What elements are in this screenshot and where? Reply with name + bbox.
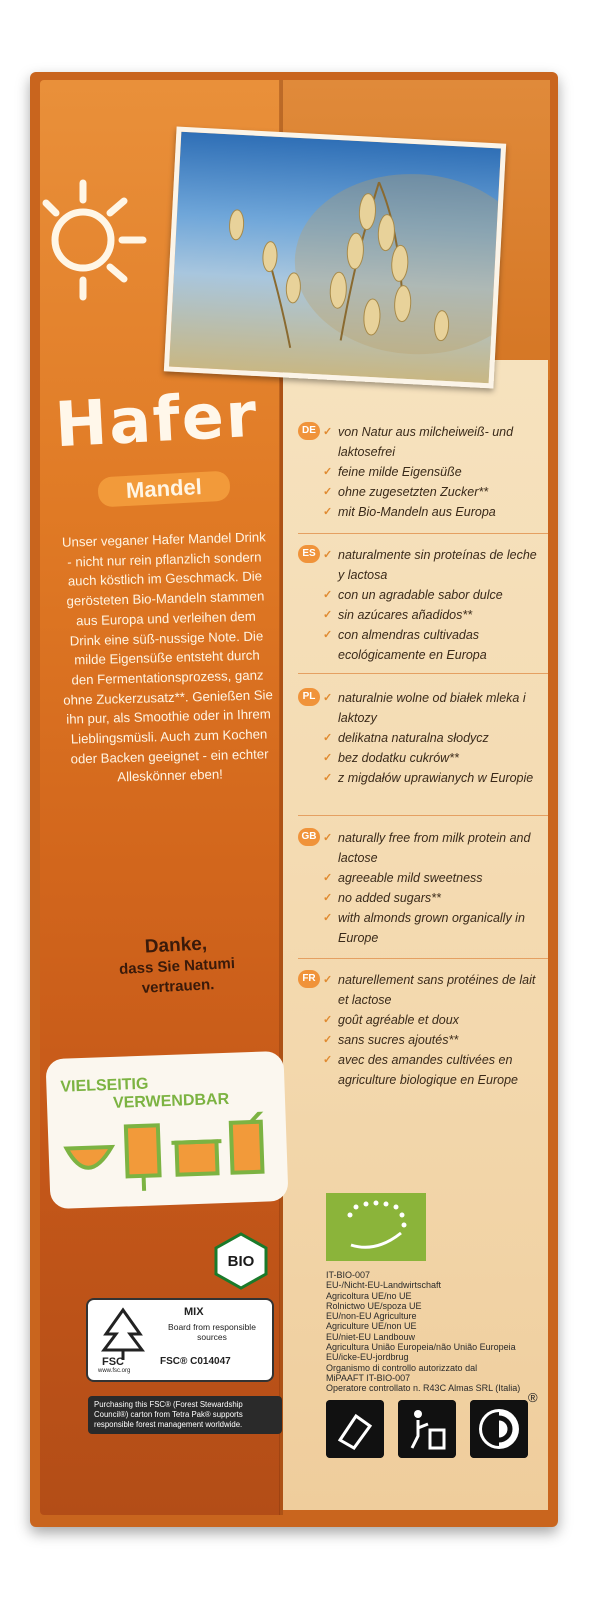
product-description: Unser veganer Hafer Mandel Drink - nicht nur rein pflanzlich sondern auch köstlich im Geschmack. Die gerösteten Bio-Mandeln stammen aus Europa und verleihen dem Drink eine süß-nussige Note. Die milde Eigensüße entsteht durch den Fermentationsprozess, ganz ohne Zuckerzusatz**. Genießen Sie ihn pur, als Smoothie oder in Ihrem Lieblingsmüsli. Auch zum Kochen oder Backen geeignet - ein echter Alleskönner eben!	[61, 529, 274, 785]
fsc-mix: MIX	[184, 1306, 204, 1318]
registered-mark: ®	[528, 1390, 538, 1405]
lang-item: ✓ von Natur aus milcheiweiß- und laktosefrei	[323, 422, 543, 462]
lang-item: ✓ feine milde Eigensüße	[323, 462, 543, 482]
bio-seal-icon	[212, 1232, 270, 1290]
oat-photo	[164, 127, 506, 389]
cert-line: Rolnictwo UE/spoza UE	[326, 1300, 422, 1311]
lang-item: ✓ no added sugars**	[323, 888, 543, 908]
versatile-title	[60, 1073, 229, 1115]
lang-list	[323, 422, 543, 522]
fsc-board-text: Board from responsible sources	[168, 1322, 256, 1342]
lang-item: ✓ con un agradable sabor dulce	[323, 585, 543, 605]
lang-item: ✓ agreeable mild sweetness	[323, 868, 543, 888]
fsc-url: www.fsc.org	[98, 1368, 131, 1374]
cert-line: EU-/Nicht-EU-Landwirtschaft	[326, 1280, 442, 1291]
cert-line: EU/niet-EU Landbouw	[326, 1331, 416, 1342]
versatile-line-1: VIELSEITIG	[60, 1075, 149, 1096]
thanks-line-2: dass Sie Natumi	[118, 954, 236, 979]
versatile-badge	[45, 1051, 288, 1209]
divider	[298, 958, 548, 959]
lang-item: ✓ con almendras cultivadas ecológicamente en Europa	[323, 625, 543, 665]
bio-label: BIO	[227, 1253, 255, 1270]
lang-list	[323, 545, 543, 665]
lang-item: ✓ naturalnie wolne od białek mleka i laktozy	[323, 688, 543, 728]
lang-tag: DE	[298, 422, 320, 440]
fsc-code: FSC® C014047	[160, 1356, 231, 1367]
lang-item: ✓ sin azúcares añadidos**	[323, 605, 543, 625]
lang-list	[323, 688, 543, 788]
versatile-line-2: VERWENDBAR	[112, 1090, 230, 1112]
cert-line: Organismo di controllo autorizzato dal	[326, 1362, 478, 1373]
cert-line: IT-BIO-007	[326, 1270, 371, 1280]
lang-tag: FR	[298, 970, 320, 988]
lang-item: ✓ mit Bio-Mandeln aus Europa	[323, 502, 543, 522]
sun-icon	[38, 165, 178, 305]
lang-item: ✓ sans sucres ajoutés**	[323, 1030, 543, 1050]
cert-line: Agricultura União Europeia/não União Europeia	[326, 1342, 516, 1353]
lang-tag: GB	[298, 828, 320, 846]
lang-tag: PL	[298, 688, 320, 706]
lang-list	[323, 828, 543, 948]
brand-variant: Mandel	[97, 471, 230, 508]
cert-line: Agricoltura UE/no UE	[326, 1290, 412, 1301]
lang-item: ✓ ohne zugesetzten Zucker**	[323, 482, 543, 502]
lang-item: ✓ naturalmente sin proteínas de leche y lactosa	[323, 545, 543, 585]
lang-item: ✓ with almonds grown organically in Europe	[323, 908, 543, 948]
cert-line: MiPAAFT IT-BIO-007	[326, 1372, 411, 1383]
green-dot-recycling-icon	[470, 1400, 528, 1458]
cert-line: Agriculture UE/non UE	[326, 1321, 417, 1332]
brand-name: Hafer	[53, 377, 261, 462]
lang-tag: ES	[298, 545, 320, 563]
divider	[298, 673, 548, 674]
organic-certification	[326, 1270, 546, 1394]
fsc-tree-label: FSC	[102, 1356, 124, 1368]
thanks-message	[90, 931, 263, 1002]
fsc-label	[86, 1298, 274, 1382]
lang-item: ✓ naturally free from milk protein and lactose	[323, 828, 543, 868]
divider	[298, 815, 548, 816]
cert-line: EU/icke-EU-jordbrug	[326, 1352, 409, 1363]
cert-line: EU/non-EU Agriculture	[326, 1311, 417, 1322]
lang-list	[323, 970, 543, 1090]
thanks-line-1: Danke,	[144, 933, 208, 958]
flatten-carton-icon	[326, 1400, 384, 1458]
lang-item: ✓ bez dodatku cukrów**	[323, 748, 543, 768]
fsc-note: Purchasing this FSC® (Forest Stewardship Council®) carton from Tetra Pak® supports responsible forest management worldwide.	[88, 1396, 282, 1434]
lang-item: ✓ z migdałów uprawianych w Europie	[323, 768, 543, 788]
divider	[298, 533, 548, 534]
eu-organic-leaf-icon	[326, 1193, 426, 1261]
kitchen-icons	[56, 1111, 279, 1199]
lang-item: ✓ goût agréable et doux	[323, 1010, 543, 1030]
recycle-bin-icon	[398, 1400, 456, 1458]
thanks-line-3: vertrauen.	[141, 976, 215, 997]
lang-item: ✓ naturellement sans protéines de lait et lactose	[323, 970, 543, 1010]
lang-item: ✓ delikatna naturalna słodycz	[323, 728, 543, 748]
cert-line: Operatore controllato n. R43C Almas SRL (Italia)	[326, 1383, 521, 1394]
lang-item: ✓ avec des amandes cultivées en agriculture biologique en Europe	[323, 1050, 543, 1090]
